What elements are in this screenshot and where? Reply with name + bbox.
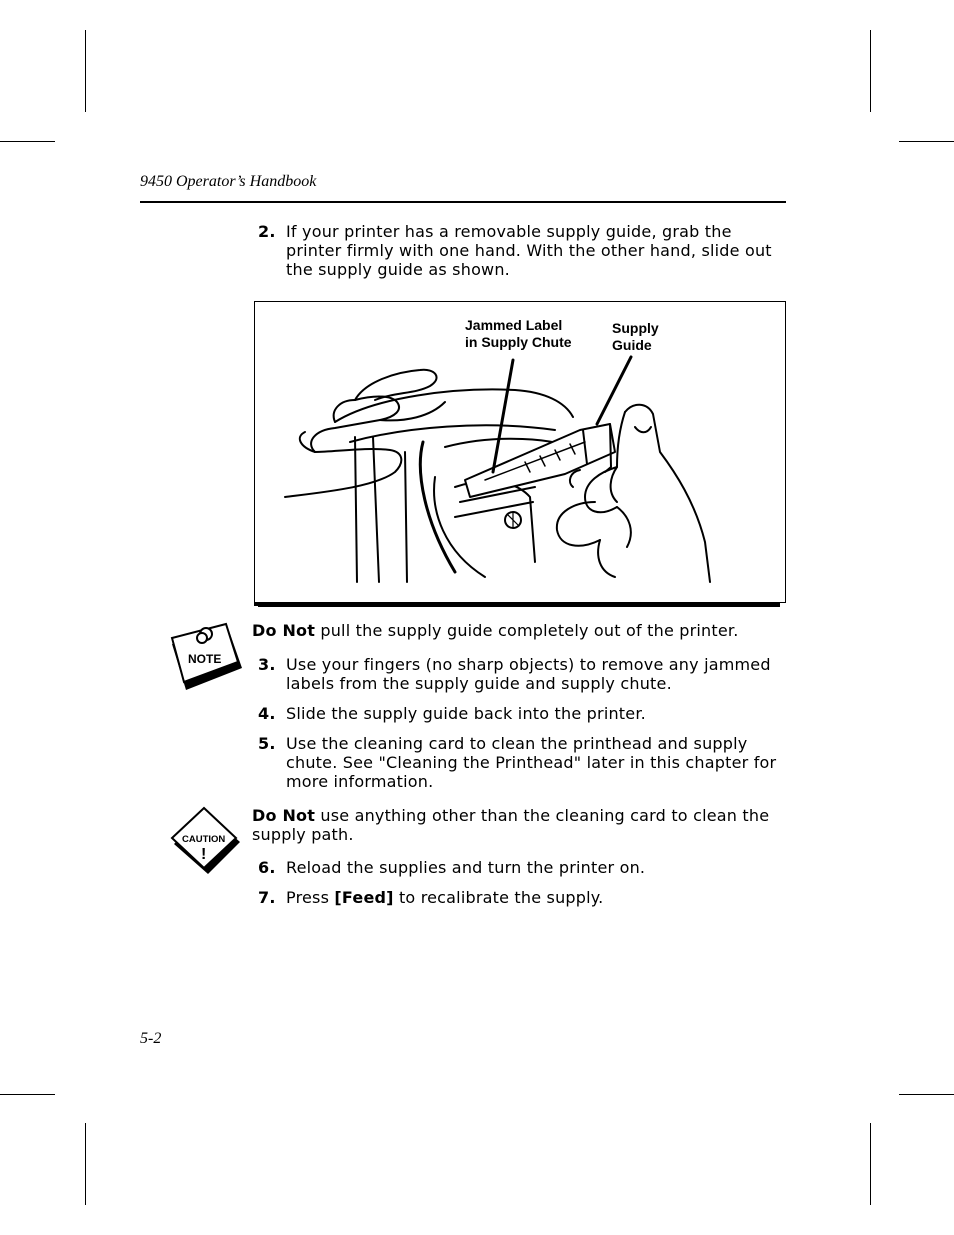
crop-mark — [899, 141, 954, 142]
step-text: Slide the supply guide back into the printer. — [286, 704, 646, 723]
step-number: 7. — [258, 888, 276, 907]
crop-mark — [0, 141, 55, 142]
step-number: 2. — [258, 222, 276, 241]
step-4 — [258, 704, 788, 723]
crop-mark — [899, 1094, 954, 1095]
step-text: Use the cleaning card to clean the printhead and supply chute. See "Cleaning the Printhead" later in this chapter for more information. — [286, 734, 777, 791]
note-text: Do Not pull the supply guide completely out of the printer. — [252, 621, 739, 640]
crop-mark — [0, 1094, 55, 1095]
note-icon — [168, 622, 246, 698]
step-number: 4. — [258, 704, 276, 723]
header-rule — [140, 201, 786, 203]
figure-supply-guide — [254, 301, 786, 603]
crop-mark — [870, 30, 871, 112]
step-text: Reload the supplies and turn the printer on. — [286, 858, 646, 877]
step-text: Use your fingers (no sharp objects) to remove any jammed labels from the supply guide and supply chute. — [286, 655, 771, 693]
step-6 — [258, 858, 788, 877]
caution-icon — [168, 806, 244, 880]
page-number: 5-2 — [140, 1030, 162, 1047]
step-2 — [258, 222, 788, 279]
step-number: 6. — [258, 858, 276, 877]
crop-mark — [870, 1123, 871, 1205]
caution-icon-label: CAUTION — [182, 834, 226, 845]
step-3 — [258, 655, 788, 693]
caution-text: Do Not use anything other than the cleaning card to clean the supply path. — [252, 806, 770, 844]
step-number: 5. — [258, 734, 276, 753]
running-header: 9450 Operator’s Handbook — [140, 173, 317, 190]
crop-mark — [85, 30, 86, 112]
crop-mark — [85, 1123, 86, 1205]
callout-jammed-label: Jammed Label in Supply Chute — [465, 317, 572, 350]
step-text: If your printer has a removable supply guide, grab the printer firmly with one hand. With the other hand, slide out the supply guide as shown. — [286, 222, 772, 279]
step-number: 3. — [258, 655, 276, 674]
exclamation-icon: ! — [201, 846, 207, 863]
step-text: Press [Feed] to recalibrate the supply. — [286, 888, 604, 907]
step-7 — [258, 888, 788, 907]
step-5 — [258, 734, 788, 791]
callout-supply-guide: Supply Guide — [612, 320, 659, 353]
note-icon-label: NOTE — [188, 652, 222, 666]
feed-key: [Feed] — [334, 888, 394, 907]
